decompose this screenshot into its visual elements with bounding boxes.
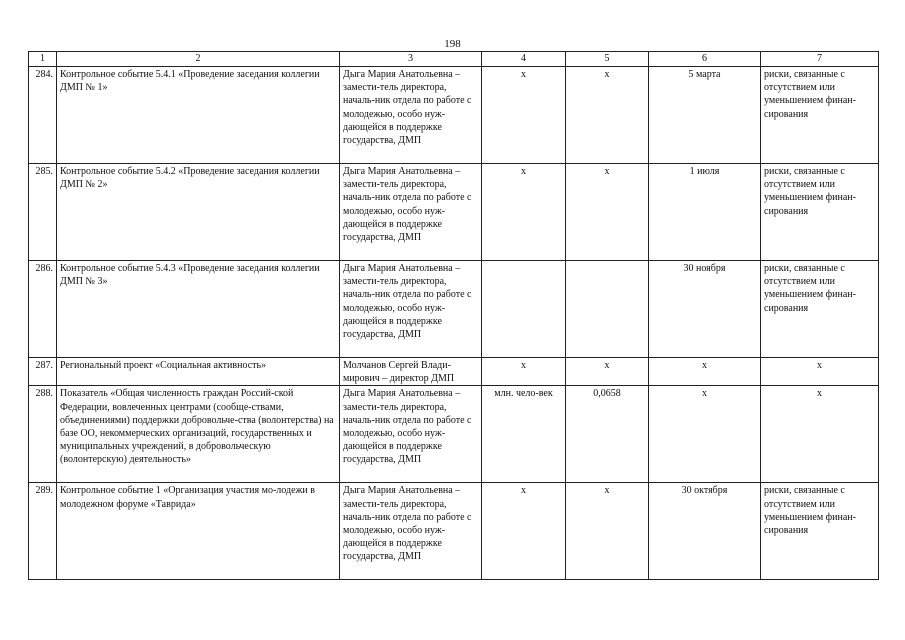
row-name: Контрольное событие 1 «Организация участия мо-лодежи в молодежном форуме «Таврида» xyxy=(57,483,340,580)
row-number: 284. xyxy=(29,67,57,164)
column-number: 4 xyxy=(482,52,566,67)
row-number: 289. xyxy=(29,483,57,580)
column-number: 2 xyxy=(57,52,340,67)
row-date: x xyxy=(649,358,761,386)
table-row xyxy=(29,386,879,483)
column-number: 1 xyxy=(29,52,57,67)
row-number: 288. xyxy=(29,386,57,483)
row-name: Показатель «Общая численность граждан Россий-ской Федерации, вовлеченных центрами (сообще-ствами, объединениями) поддержки добровольче-ства (волонтерства) на базе ОО, некоммерческих организаций, государственных и муниципальных учреждений, в добровольческую (волонтерскую) деятельность» xyxy=(57,386,340,483)
column-number: 5 xyxy=(566,52,649,67)
row-date: 1 июля xyxy=(649,164,761,261)
row-risks: риски, связанные с отсутствием или уменьшением финан-сирования xyxy=(761,261,879,358)
row-responsible: Дыга Мария Анатольевна – замести-тель директора, началь-ник отдела по работе с молодежью, особо нуж-дающейся в поддержке государства, ДМП xyxy=(340,386,482,483)
row-name: Контрольное событие 5.4.1 «Проведение заседания коллегии ДМП № 1» xyxy=(57,67,340,164)
row-risks: риски, связанные с отсутствием или уменьшением финан-сирования xyxy=(761,67,879,164)
row-date: 30 октября xyxy=(649,483,761,580)
plan-table xyxy=(28,51,879,580)
row-unit: x xyxy=(482,164,566,261)
table-row xyxy=(29,67,879,164)
column-number: 3 xyxy=(340,52,482,67)
row-date: x xyxy=(649,386,761,483)
row-value: x xyxy=(566,67,649,164)
row-responsible: Дыга Мария Анатольевна – замести-тель директора, началь-ник отдела по работе с молодежью, особо нуж-дающейся в поддержке государства, ДМП xyxy=(340,67,482,164)
page-number: 198 xyxy=(444,38,461,50)
table-row xyxy=(29,358,879,386)
row-name: Региональный проект «Социальная активность» xyxy=(57,358,340,386)
row-risks: риски, связанные с отсутствием или уменьшением финан-сирования xyxy=(761,483,879,580)
row-risks: x xyxy=(761,358,879,386)
row-responsible: Молчанов Сергей Влади-мирович – директор ДМП xyxy=(340,358,482,386)
row-name: Контрольное событие 5.4.2 «Проведение заседания коллегии ДМП № 2» xyxy=(57,164,340,261)
row-name: Контрольное событие 5.4.3 «Проведение заседания коллегии ДМП № 3» xyxy=(57,261,340,358)
row-date: 30 ноября xyxy=(649,261,761,358)
row-value: x xyxy=(566,358,649,386)
column-number-row xyxy=(29,52,879,67)
row-number: 287. xyxy=(29,358,57,386)
row-unit xyxy=(482,261,566,358)
table-row xyxy=(29,164,879,261)
row-risks: риски, связанные с отсутствием или уменьшением финан-сирования xyxy=(761,164,879,261)
row-unit: x xyxy=(482,483,566,580)
table-row xyxy=(29,483,879,580)
row-date: 5 марта xyxy=(649,67,761,164)
row-value xyxy=(566,261,649,358)
row-unit: млн. чело-век xyxy=(482,386,566,483)
table-row xyxy=(29,261,879,358)
row-unit: x xyxy=(482,358,566,386)
row-value: x xyxy=(566,483,649,580)
row-unit: x xyxy=(482,67,566,164)
row-number: 286. xyxy=(29,261,57,358)
row-responsible: Дыга Мария Анатольевна – замести-тель директора, началь-ник отдела по работе с молодежью, особо нуж-дающейся в поддержке государства, ДМП xyxy=(340,483,482,580)
row-value: x xyxy=(566,164,649,261)
row-value: 0,0658 xyxy=(566,386,649,483)
row-risks: x xyxy=(761,386,879,483)
row-responsible: Дыга Мария Анатольевна – замести-тель директора, началь-ник отдела по работе с молодежью, особо нуж-дающейся в поддержке государства, ДМП xyxy=(340,164,482,261)
row-number: 285. xyxy=(29,164,57,261)
column-number: 6 xyxy=(649,52,761,67)
row-responsible: Дыга Мария Анатольевна – замести-тель директора, началь-ник отдела по работе с молодежью, особо нуж-дающейся в поддержке государства, ДМП xyxy=(340,261,482,358)
column-number: 7 xyxy=(761,52,879,67)
